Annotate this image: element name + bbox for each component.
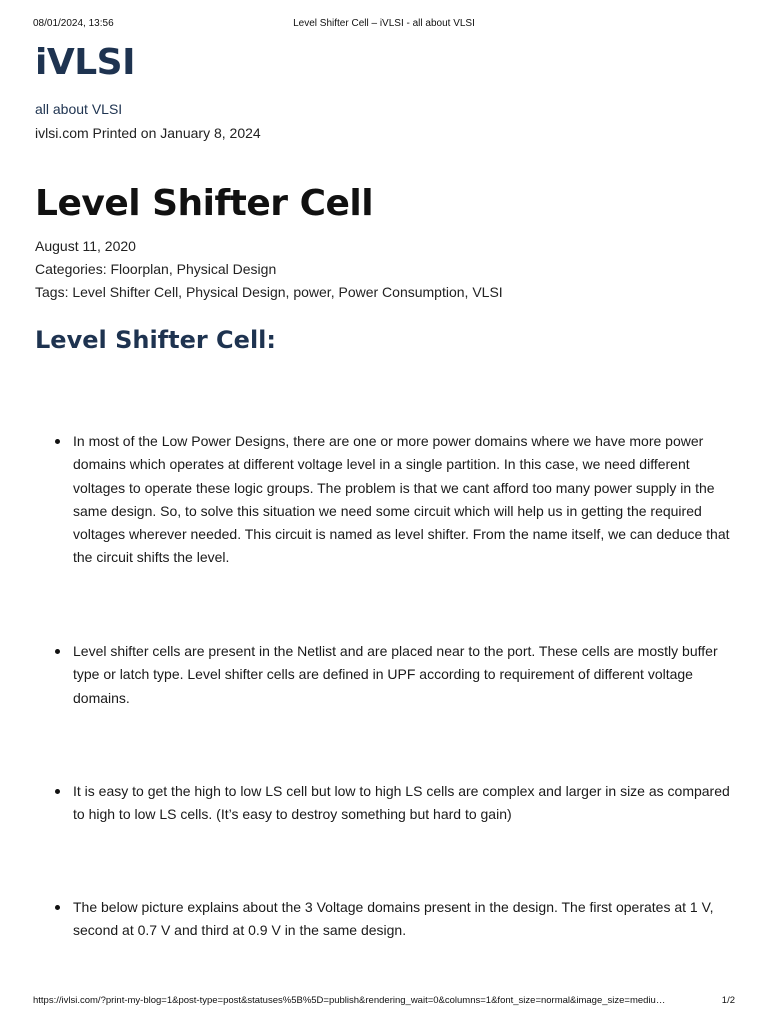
bullet-dot-icon — [55, 649, 60, 654]
page-number: 1/2 — [721, 995, 735, 1006]
post-title: Level Shifter Cell — [35, 183, 374, 224]
list-item — [55, 430, 735, 570]
bullet-dot-icon — [55, 789, 60, 794]
print-header — [33, 18, 735, 32]
list-item — [55, 780, 735, 827]
bullet-dot-icon — [55, 439, 60, 444]
print-datetime: 08/01/2024, 13:56 — [33, 18, 114, 29]
printed-on-line: ivlsi.com Printed on January 8, 2024 — [35, 125, 261, 141]
post-date: August 11, 2020 — [35, 238, 136, 254]
site-tagline: all about VLSI — [35, 101, 123, 117]
post-categories: Categories: Floorplan, Physical Design — [35, 261, 277, 277]
bullet-dot-icon — [55, 905, 60, 910]
list-item-text: Level shifter cells are present in the Netlist and are placed near to the port. These cells are mostly buffer type or latch type. Level shifter cells are defined in UPF according to requirement of different voltage domains. — [73, 643, 718, 706]
list-item-text: It is easy to get the high to low LS cell but low to high LS cells are complex and larger in size as compared to high to low LS cells. (It’s easy to destroy something but hard to gain) — [73, 783, 730, 823]
list-item-text: In most of the Low Power Designs, there are one or more power domains where we have more power domains which operates at different voltage level in a single partition. In this case, we need different voltages to operate these logic groups. The problem is that we cant afford too many power supply in the same design. So, to solve this situation we need some circuit which will help us in getting the required voltages wherever needed. This circuit is named as level shifter. From the name itself, we can deduce that the circuit shifts the level. — [73, 433, 730, 566]
list-item-text: The below picture explains about the 3 Voltage domains present in the design. The first operates at 1 V, second at 0.7 V and third at 0.9 V in the same design. — [73, 899, 714, 939]
print-footer — [33, 995, 735, 1009]
post-tags: Tags: Level Shifter Cell, Physical Design, power, Power Consumption, VLSI — [35, 284, 503, 300]
section-heading: Level Shifter Cell: — [35, 326, 276, 354]
list-item — [55, 640, 735, 710]
print-doc-title: Level Shifter Cell – iVLSI - all about VLSI — [293, 18, 475, 29]
site-title[interactable]: iVLSI — [35, 42, 135, 83]
print-url: https://ivlsi.com/?print-my-blog=1&post-type=post&statuses%5B%5D=publish&rendering_wait=0&columns=1&font_size=normal&image_size=mediu… — [33, 995, 666, 1006]
list-item — [55, 896, 735, 943]
